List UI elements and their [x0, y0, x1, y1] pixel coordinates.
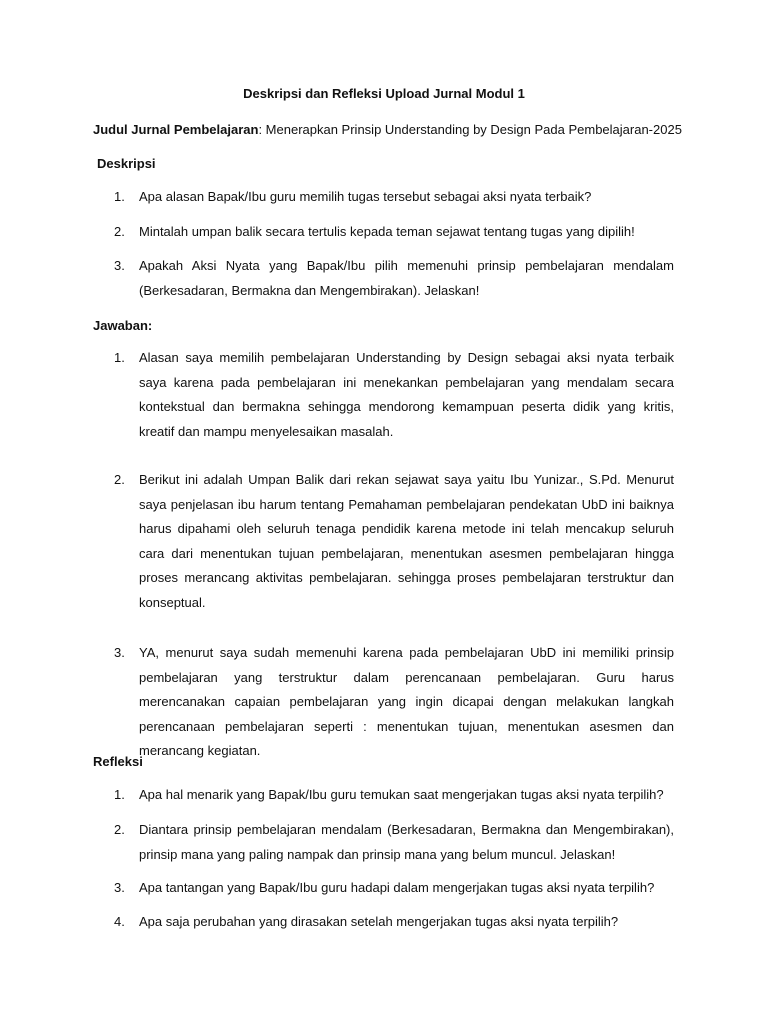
- list-number: 3.: [114, 258, 125, 273]
- jawaban-item-1: [93, 346, 674, 444]
- document-title: Deskripsi dan Refleksi Upload Jurnal Modul 1: [243, 86, 525, 101]
- deskripsi-item-2: [93, 220, 674, 245]
- list-text: YA, menurut saya sudah memenuhi karena pada pembelajaran UbD ini memiliki prinsip pembelajaran yang terstruktur dalam perencanaan pembelajaran. Guru harus merencanakan capaian pembelajaran yang ingin dicapai dengan melakukan langkah perencanaan pembelajaran seperti : menentukan tujuan, menentukan asesmen dan merancang kegiatan.: [139, 645, 674, 758]
- list-number: 2.: [114, 472, 125, 487]
- list-text: Apa hal menarik yang Bapak/Ibu guru temukan saat mengerjakan tugas aksi nyata terpilih?: [139, 787, 664, 802]
- deskripsi-item-1: [93, 185, 674, 210]
- list-number: 1.: [114, 189, 125, 204]
- jawaban-item-2: [93, 468, 674, 615]
- refleksi-heading: Refleksi: [93, 754, 143, 769]
- refleksi-item-1: [93, 783, 674, 808]
- deskripsi-heading: Deskripsi: [97, 156, 156, 171]
- list-number: 2.: [114, 224, 125, 239]
- list-text: Alasan saya memilih pembelajaran Understanding by Design sebagai aksi nyata terbaik saya karena pada pembelajaran ini menekankan pembelajaran yang mendalam secara kontekstual dan bermakna sehingga mendorong kemampuan peserta didik yang kritis, kreatif dan mampu menyelesaikan masalah.: [139, 350, 674, 439]
- list-text: Diantara prinsip pembelajaran mendalam (Berkesadaran, Bermakna dan Mengembirakan), prinsip mana yang paling nampak dan prinsip mana yang belum muncul. Jelaskan!: [139, 822, 674, 862]
- list-text: Mintalah umpan balik secara tertulis kepada teman sejawat tentang tugas yang dipilih!: [139, 224, 635, 239]
- journal-title-label: Judul Jurnal Pembelajaran: [93, 122, 259, 137]
- refleksi-item-2: [93, 818, 674, 867]
- list-text: Berikut ini adalah Umpan Balik dari rekan sejawat saya yaitu Ibu Yunizar., S.Pd. Menurut saya penjelasan ibu harum tentang Pemahaman pembelajaran pendekatan UbD ini baiknya harus dipahami oleh seluruh tenaga pendidik karena metode ini telah mencakup seluruh cara dari menentukan tujuan pembelajaran, menentukan asesmen pembelajaran hingga proses merancang aktivitas pembelajaran. sehingga proses pembelajaran terstruktur dan konseptual.: [139, 472, 674, 610]
- jawaban-heading: Jawaban:: [93, 318, 153, 333]
- list-number: 3.: [114, 880, 125, 895]
- journal-title-line: [93, 122, 682, 137]
- journal-title-value: : Menerapkan Prinsip Understanding by Design Pada Pembelajaran-2025: [258, 122, 682, 137]
- list-text: Apa saja perubahan yang dirasakan setelah mengerjakan tugas aksi nyata terpilih?: [139, 914, 619, 929]
- jawaban-item-3: [93, 641, 674, 764]
- list-number: 1.: [114, 787, 125, 802]
- refleksi-item-4: [93, 910, 674, 935]
- list-text: Apa alasan Bapak/Ibu guru memilih tugas tersebut sebagai aksi nyata terbaik?: [139, 189, 592, 204]
- deskripsi-item-3: [93, 254, 674, 303]
- list-text: Apakah Aksi Nyata yang Bapak/Ibu pilih memenuhi prinsip pembelajaran mendalam (Berkesadaran, Bermakna dan Mengembirakan). Jelaskan!: [139, 258, 674, 298]
- list-number: 2.: [114, 822, 125, 837]
- list-number: 4.: [114, 914, 125, 929]
- list-number: 1.: [114, 350, 125, 365]
- list-text: Apa tantangan yang Bapak/Ibu guru hadapi dalam mengerjakan tugas aksi nyata terpilih?: [139, 880, 655, 895]
- list-number: 3.: [114, 645, 125, 660]
- refleksi-item-3: [93, 876, 674, 901]
